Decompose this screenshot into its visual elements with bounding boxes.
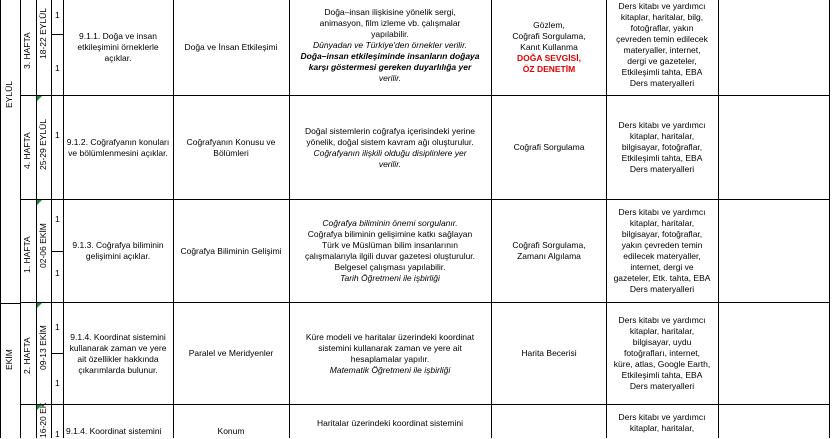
week-label: 4. HAFTA xyxy=(22,132,32,169)
activity-line: Haritalar üzerindeki koordinat sistemini xyxy=(317,417,463,428)
materyal-line: Ders materyalleri xyxy=(629,381,695,391)
activity-cell xyxy=(292,303,488,404)
activity-line: yapılabilir. xyxy=(371,28,409,39)
grid-line xyxy=(20,404,830,405)
grid-line xyxy=(718,0,719,438)
week-dates: 25-29 EYLÜL xyxy=(38,118,48,170)
activity-line: çalışmalarıyla ilgili duvar gazetesi oluşturulur. xyxy=(304,251,476,261)
hour-count: 1 xyxy=(55,268,60,278)
konu-text: Doğa ve İnsan Etkileşimi xyxy=(184,42,278,52)
activity-line: Coğrafya biliminin önemi sorgulanır. xyxy=(322,218,458,228)
grid-line xyxy=(829,0,830,438)
activity-line: Dünyadan ve Türkiye'den örnekler verilir. xyxy=(313,39,467,50)
materyal-line: Ders kitabı ve yardımcı xyxy=(618,412,706,422)
materyal-cell xyxy=(609,200,715,302)
grid-line xyxy=(51,0,52,438)
materyal-cell xyxy=(609,412,715,438)
konu-cell xyxy=(176,424,286,438)
grid-line xyxy=(51,34,63,35)
beceri-line: Coğrafi Sorgulama, xyxy=(512,240,586,250)
hour-count: 1 xyxy=(55,10,60,20)
activity-line: karşı göstermesi gereken duyarlılığa yer xyxy=(308,61,472,72)
materyal-line: Ders kitabı ve yardımcı xyxy=(618,207,706,217)
beceri-line: Kanıt Kullanma xyxy=(520,42,578,52)
materyal-line: edilecek materyaller, xyxy=(623,251,701,261)
month-label-ekim: EKİM xyxy=(4,349,14,371)
konu-text: Coğrafyanın Konusu ve Bölümleri xyxy=(186,136,276,158)
beceri-line: Gözlem, xyxy=(533,20,565,30)
konu-text: Paralel ve Meridyenler xyxy=(188,348,274,358)
activity-line: hesaplamalar yapılır. xyxy=(350,353,430,364)
grid-line xyxy=(606,0,607,438)
hour-count: 1 xyxy=(55,214,60,224)
week-dates: 09-13 EKİM xyxy=(38,325,48,370)
beceri-line: Zamanı Algılama xyxy=(517,251,581,261)
grid-line xyxy=(289,0,290,438)
materyal-line: kitaplar, haritalar, xyxy=(629,131,695,141)
beceri-cell xyxy=(494,200,604,302)
activity-cell xyxy=(292,200,488,302)
materyal-line: internet, dergi ve xyxy=(630,262,694,272)
kazanim-cell xyxy=(66,96,170,199)
konu-cell xyxy=(176,303,286,404)
hour-count: 1 xyxy=(55,63,60,73)
materyal-line: Ders kitabı ve yardımcı xyxy=(618,1,706,11)
activity-line: Türk ve Müslüman bilim insanlarının xyxy=(321,240,459,250)
materyal-line: çevreden temin edilecek xyxy=(616,34,708,44)
materyal-line: kitaplar, haritalar, xyxy=(629,326,695,336)
activity-line: Doğa–insan ilişkisine yönelik sergi, xyxy=(324,6,456,17)
materyal-line: Ders materyalleri xyxy=(629,284,695,294)
grid-line xyxy=(491,0,492,438)
materyal-line: kitaplar, haritalar, bilg, xyxy=(620,12,704,22)
beceri-cell xyxy=(494,0,604,95)
activity-line: Coğrafya biliminin gelişimine katkı sağlayan xyxy=(307,229,473,239)
kazanim-cell xyxy=(66,424,170,438)
materyal-line: bilgisayar, fotoğraflar, xyxy=(621,142,703,152)
week-dates: 18-22 EYLÜL xyxy=(38,7,48,59)
kazanim-text: 9.1.1. Doğa ve insan etkileşimini örneklerle açıklar. xyxy=(77,31,159,63)
grid-line xyxy=(0,303,20,304)
month-label-eylul: EYLÜL xyxy=(4,81,14,109)
materyal-line: fotoğrafları, internet, xyxy=(623,348,701,358)
comment-marker xyxy=(37,405,42,410)
activity-line: Tarih Öğretmeni ile işbirliği xyxy=(340,273,440,283)
materyal-line: fotoğraflar, yakın xyxy=(630,23,694,33)
activity-cell xyxy=(292,0,488,94)
kazanim-text: 9.1.2. Coğrafyanın konuları ve bölümlenmesini açıklar. xyxy=(66,136,170,158)
week-label: 2. HAFTA xyxy=(22,337,32,374)
kazanim-cell xyxy=(66,200,170,302)
grid-line xyxy=(173,0,174,438)
konu-cell xyxy=(176,200,286,302)
activity-line: verilir. xyxy=(378,158,402,169)
kazanim-text: 9.1.4. Koordinat sistemini kullanarak zaman ve yere ait özellikler hakkında çıkarımlarda bulunur. xyxy=(69,331,167,375)
comment-marker xyxy=(37,200,42,205)
beceri-cell xyxy=(494,96,604,199)
comment-marker xyxy=(37,96,42,101)
activity-line: sistemini kullanarak zaman ve yere ait xyxy=(318,342,462,353)
materyal-line: Etkileşimli tahta, EBA xyxy=(621,370,703,380)
konu-cell xyxy=(176,96,286,199)
week-label: 3. HAFTA xyxy=(22,32,32,69)
grid-line xyxy=(51,251,63,252)
materyal-line: kitaplar, haritalar, xyxy=(629,218,695,228)
materyal-line: yakın çevreden temin xyxy=(621,240,703,250)
activity-line: Doğal sistemlerin coğrafya içerisindeki yerine xyxy=(304,125,476,136)
materyal-cell xyxy=(609,0,715,94)
week-label: 1. HAFTA xyxy=(22,236,32,273)
grid-line xyxy=(20,0,21,438)
activity-line: verilir. xyxy=(378,72,402,83)
grid-line xyxy=(36,0,37,438)
materyal-cell xyxy=(609,303,715,404)
materyal-line: bilgisayar, uydu xyxy=(632,337,692,347)
kazanim-cell xyxy=(66,303,170,404)
beceri-line: Coğrafi Sorgulama, xyxy=(512,31,586,41)
konu-text: Coğrafya Biliminin Gelişimi xyxy=(180,245,282,256)
konu-cell xyxy=(176,0,286,95)
grid-line xyxy=(0,0,1,438)
materyal-line: bilgisayar, fotoğraflar, xyxy=(621,229,703,239)
kazanim-text: 9.1.4. Koordinat sistemini xyxy=(66,425,162,436)
materyal-line: Ders materyalleri xyxy=(629,164,695,174)
value-label: ÖZ DENETİM xyxy=(522,64,576,74)
materyal-line: Ders materyalleri xyxy=(629,78,695,88)
activity-line: Doğa–insan etkileşiminde insanların doğaya xyxy=(300,50,480,61)
beceri-cell xyxy=(494,303,604,404)
materyal-line: dergi ve gazeteler, xyxy=(627,56,697,66)
materyal-line: materyaller, internet, xyxy=(623,45,701,55)
materyal-line: Ders kitabı ve yardımcı xyxy=(618,120,706,130)
activity-line: Belgesel çalışması yapılabilir. xyxy=(334,262,446,272)
comment-marker xyxy=(37,303,42,308)
hour-count: 1 xyxy=(55,378,60,388)
materyal-line: kitaplar, haritalar, xyxy=(629,423,695,433)
materyal-line: Ders kitabı ve yardımcı xyxy=(618,315,706,325)
hour-count: 1 xyxy=(55,429,60,439)
beceri-line: Harita Becerisi xyxy=(521,348,577,358)
value-label: DOĞA SEVGİSİ, xyxy=(517,53,581,63)
hour-count: 1 xyxy=(55,130,60,140)
week-dates: 02-06 EKİM xyxy=(38,223,48,269)
materyal-cell xyxy=(609,96,715,199)
kazanim-text: 9.1.3. Coğrafya biliminin gelişimini açıklar. xyxy=(72,240,164,261)
activity-line: Coğrafyanın ilişkili olduğu disiplinlere yer xyxy=(313,147,467,158)
kazanim-cell xyxy=(66,0,170,95)
activity-cell xyxy=(292,96,488,199)
materyal-line: Etkileşimli tahta, EBA xyxy=(621,153,703,163)
materyal-line: gazeteler, Etk. tahta, EBA xyxy=(613,273,711,283)
activity-line: animasyon, film izleme vb. çalışmalar xyxy=(319,17,461,28)
konu-text: Konum xyxy=(217,425,245,436)
activity-line: Matematik Öğretmeni ile işbirliği xyxy=(329,364,451,375)
grid-line xyxy=(63,0,64,438)
activity-line: Küre modeli ve haritalar üzerindeki koordinat xyxy=(305,331,475,342)
materyal-line: Etkileşimli tahta, EBA xyxy=(621,67,703,77)
activity-cell xyxy=(292,416,488,430)
activity-line: yönelik, doğal sistem kavram ağı oluşturulur. xyxy=(306,136,474,147)
week-dates: 16-20 EK xyxy=(38,402,48,438)
beceri-line: Coğrafi Sorgulama xyxy=(513,142,585,152)
hour-count: 1 xyxy=(55,322,60,332)
materyal-line: küre, atlas, Google Earth, xyxy=(613,359,711,369)
grid-line xyxy=(51,353,63,354)
